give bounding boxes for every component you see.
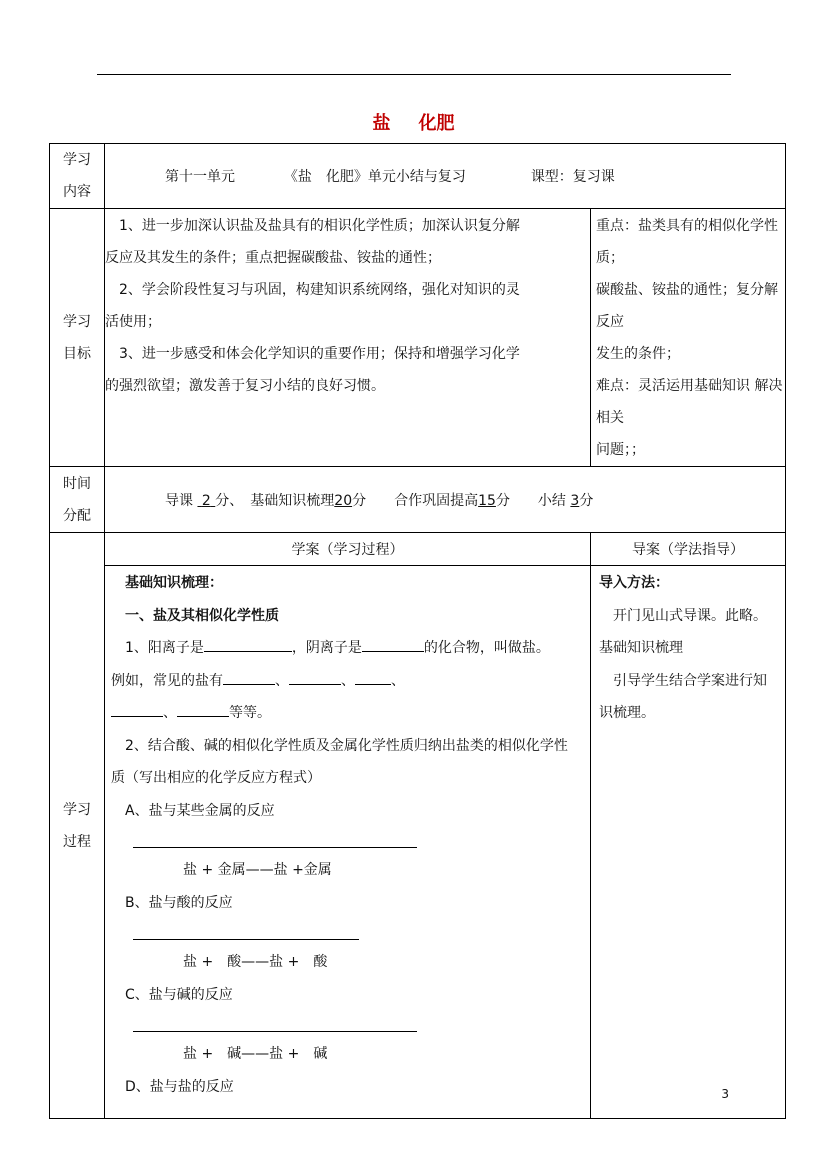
- row-learning-goals: [50, 209, 786, 467]
- goals-cell: [105, 209, 591, 467]
- label-time-allocation: [50, 467, 105, 533]
- summary-minutes: 3: [570, 492, 580, 509]
- question-1: 1、阳离子是 ，阴离子是 的化合物，叫做盐。: [111, 632, 584, 665]
- learning-content-cell: [105, 144, 786, 209]
- time-allocation-cell: [105, 467, 786, 533]
- reaction-a-title: A、盐与某些金属的反应: [125, 802, 275, 819]
- label-line-2: 内容: [63, 184, 91, 200]
- blank-anion[interactable]: [362, 635, 424, 652]
- guide-text-2: 识梳理。: [599, 705, 655, 721]
- label-learning-content: [50, 144, 105, 209]
- intro-minutes: 2: [201, 492, 211, 509]
- study-plan-content: [105, 566, 591, 1119]
- coop-label: 分 合作巩固提高: [352, 492, 479, 509]
- label-line-1: 学习: [63, 801, 91, 818]
- blank-salt-5[interactable]: [177, 700, 229, 717]
- lesson-plan-table: [49, 143, 786, 1119]
- label-line-2: 分配: [63, 507, 91, 524]
- key-point-line: 重点：盐类具有的相似化学性质；: [596, 218, 778, 266]
- answer-line-a[interactable]: [133, 833, 417, 848]
- lesson-type-text: 课型：复习课: [530, 169, 615, 185]
- question-2-cont: 质（写出相应的化学反应方程式）: [111, 770, 321, 786]
- goal-line: 1、进一步加深认识盐及盐具有的相识化学性质；加深认识复分解: [119, 218, 520, 234]
- section-heading: 基础知识梳理：: [125, 575, 223, 591]
- intro-label: 导课: [165, 492, 193, 509]
- section1-title: 一、盐及其相似化学性质: [125, 607, 279, 624]
- key-point-line: 发生的条件；: [596, 346, 680, 362]
- label-line-1: 时间: [63, 475, 91, 492]
- question-1-examples-cont: 、 等等。: [111, 697, 584, 730]
- page-title: [0, 109, 827, 135]
- key-points-cell: [591, 209, 786, 467]
- label-learning-goals: [50, 209, 105, 467]
- label-line-1: 学习: [63, 313, 91, 330]
- label-learning-process: [50, 533, 105, 1119]
- answer-line-b[interactable]: [133, 925, 359, 940]
- label-line-2: 过程: [63, 833, 91, 850]
- summary-label: 分 小结: [495, 492, 566, 509]
- basic-minutes: 20: [334, 492, 353, 509]
- page-number: 3: [721, 1087, 729, 1101]
- blank-salt-3[interactable]: [355, 668, 391, 685]
- coop-minutes: 15: [478, 492, 496, 509]
- blank-salt-1[interactable]: [223, 668, 275, 685]
- header-rule: [97, 74, 731, 75]
- label-line-1: 学习: [63, 152, 91, 168]
- title-part-a: 盐: [372, 113, 391, 134]
- key-point-line: 碳酸盐、铵盐的通性；复分解反应: [596, 282, 778, 330]
- goal-line: 2、学会阶段性复习与巩固，构建知识系统网络，强化对知识的灵: [119, 282, 520, 298]
- key-point-line: 难点：灵活运用基础知识 解决相关: [596, 378, 783, 426]
- goal-line: 3、进一步感受和体会化学知识的重要作用；保持和增强学习化学: [119, 346, 520, 362]
- intro-method-heading: 导入方法：: [599, 575, 669, 591]
- title-part-b: 化肥: [418, 113, 455, 134]
- minutes-unit: 分: [579, 492, 594, 509]
- row-learning-process: [50, 533, 786, 566]
- unit-text: 第十一单元: [165, 169, 235, 185]
- row-process-content: [50, 566, 786, 1119]
- study-plan-header: 学案（学习过程）: [105, 533, 591, 566]
- label-line-2: 目标: [63, 345, 91, 362]
- blank-salt-4[interactable]: [111, 700, 163, 717]
- row-learning-content: [50, 144, 786, 209]
- reaction-b-title: B、盐与酸的反应: [125, 894, 233, 911]
- blank-salt-2[interactable]: [289, 668, 341, 685]
- intro-method-text: 开门见山式导课。此略。: [613, 607, 767, 624]
- question-1-examples: 例如，常见的盐有 、 、 、: [111, 665, 584, 698]
- row-time-allocation: [50, 467, 786, 533]
- blank-cation[interactable]: [204, 635, 292, 652]
- goal-line: 的强烈欲望；激发善于复习小结的良好习惯。: [105, 378, 385, 394]
- reaction-a-equation: 盐 + 金属——盐 +金属: [183, 862, 332, 878]
- guide-text-1: 引导学生结合学案进行知: [613, 672, 767, 689]
- goal-line: 活使用；: [105, 314, 161, 330]
- key-point-line: 问题；；: [596, 442, 645, 458]
- reaction-b-equation: 盐 + 酸——盐 + 酸: [183, 954, 328, 970]
- basic-label: 分、 基础知识梳理: [215, 492, 335, 509]
- answer-line-c[interactable]: [133, 1017, 417, 1032]
- question-2: 2、结合酸、碱的相似化学性质及金属化学性质归纳出盐类的相似化学性: [125, 737, 568, 754]
- reaction-c-title: C、盐与碱的反应: [125, 986, 233, 1003]
- teaching-plan-header: 导案（学法指导）: [591, 533, 786, 566]
- teaching-plan-content: [591, 566, 786, 1119]
- reaction-d-title: D、盐与盐的反应: [125, 1078, 234, 1095]
- reaction-c-equation: 盐 + 碱——盐 + 碱: [183, 1046, 328, 1062]
- goal-line: 反应及其发生的条件；重点把握碳酸盐、铵盐的通性；: [105, 250, 441, 266]
- basic-knowledge-text: 基础知识梳理: [599, 640, 683, 656]
- topic-text: 《盐 化肥》单元小结与复习: [283, 169, 466, 185]
